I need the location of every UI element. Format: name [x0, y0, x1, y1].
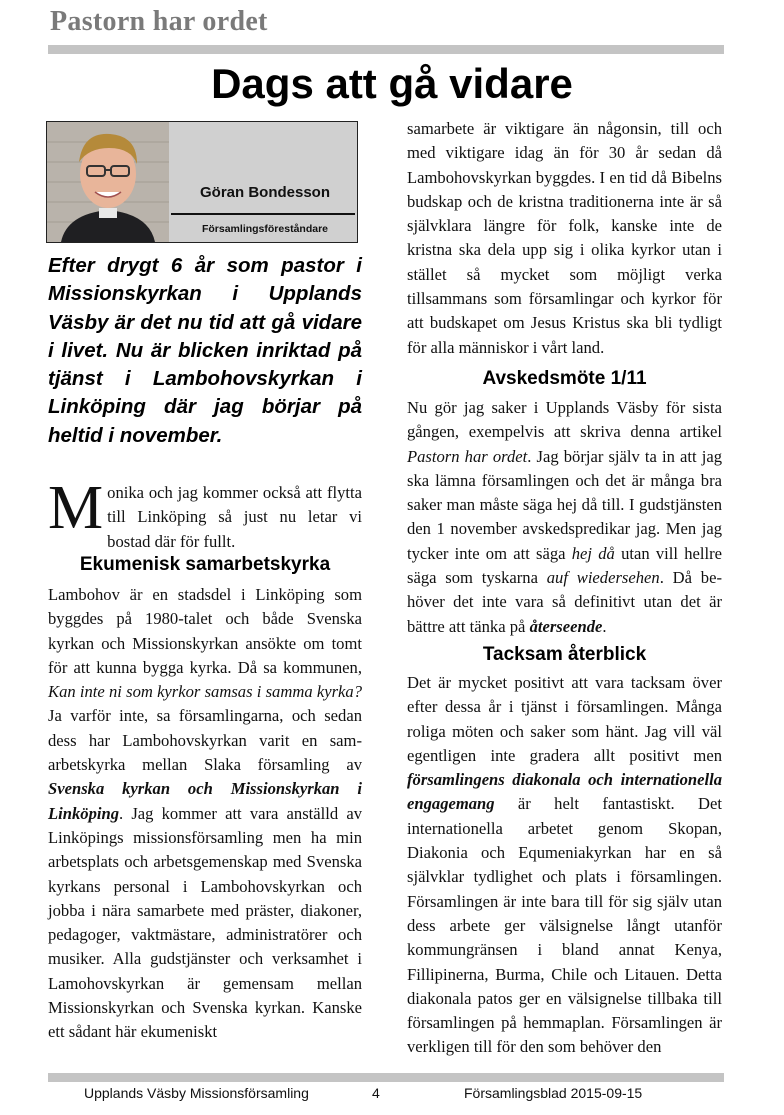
- section2-aterseende: återseende: [529, 616, 603, 636]
- section2-title-ref: Pastorn har ordet: [407, 446, 528, 466]
- section-header: Pastorn har ordet: [50, 6, 268, 37]
- heading-ekumenisk: Ekumenisk samarbetskyrka: [79, 554, 331, 575]
- section3-text-1: Det är mycket positivt att vara tacksam över efter dessa år i tjänst i församlingen. Många roliga möten och saker som hänt. Jag vill väl egentligen inte gradera allt positivt men: [407, 673, 722, 765]
- section3-emphasis: församlingens diakonala och internationella engagemang: [407, 770, 722, 814]
- section2-german: auf wiedersehen: [546, 568, 660, 588]
- heading-avskedsmote: Avskedsmöte 1/11: [482, 368, 647, 389]
- author-name: Göran Bondesson: [199, 184, 330, 201]
- intro-text: onika och jag kommer också att flytta till Linköping så just nu letar vi bostad där för fullt.: [107, 483, 362, 551]
- section2-text-4: . Då behöver det inte vara så definitivt utan det är bättre att tänka på: [407, 568, 722, 636]
- section1-emphasis: Svenska kyrkan och Missionskyrkan i Linköping: [48, 779, 362, 823]
- lead-paragraph: Efter drygt 6 år som pastor i Missionskyrkan i Upplands Väsby är det nu tid att gå vidare i livet. Nu är blicken inriktad på tjänst i Lambohovskyrkan i Linköping där jag börjar på heltid i november.: [48, 254, 362, 447]
- section2-text-2: . Jag börjar själv ta in att jag ska lämna församlingen och det är många bra saker man måste säga hej då till. I gudstjänsten den 1 november avskedspredikar jag. Men jag tycker inte om att säga: [407, 446, 723, 563]
- intro-paragraph: [48, 474, 362, 554]
- section1-text-1: Lambohov är en stadsdel i Linköping som byggdes på 1980-talet och både Svenska kyrkan och Missionskyrkan ansökte om tomt för att kunna bygga kyrka. Då sa kommunen,: [48, 585, 362, 677]
- bottom-rule: [48, 1073, 724, 1082]
- section1-text-3: . Jag kommer att vara anställd av Linköpings missionsförsamling men ha min arbetsplats och arbetsgemenskap med Svenska kyrkans personal i Lambohovskyrkan och jobba i nära samarbete med präster, diakoner, pedagoger, vaktmästare, administratörer och musiker. Alla gudstjänster och verksamhet i Lamohovskyrkan är gemensam mellan Missionskyrkan och Svenska kyrkan. Kanske ett sådant här ekumeniskt: [48, 803, 362, 1042]
- section2-text-1: Nu gör jag saker i Upplands Väsby för sista gången, exempelvis att skriva denna artikel: [407, 398, 722, 442]
- section1-text-2: Ja varför inte, sa församlingarna, och sedan dess har Lambohovskyrkan varit en samarbetskyrka mellan Slaka församling av: [48, 706, 362, 775]
- top-rule: [48, 45, 724, 54]
- section2-text-5: .: [602, 616, 607, 636]
- author-divider: [171, 213, 355, 215]
- section2-text-3: utan vill hellre säga som tyskarna: [407, 543, 722, 588]
- section3-paragraph: [407, 671, 722, 1060]
- section1-quote: Kan inte ni som kyrkor samsas i samma kyrka?: [48, 682, 362, 702]
- footer-issue: Församlingsblad 2015-09-15: [464, 1085, 643, 1101]
- author-role: Församlingsföreståndare: [201, 223, 329, 235]
- section2-hej-da: hej då: [571, 543, 615, 563]
- section2-paragraph: [407, 396, 722, 639]
- section1-paragraph: [48, 583, 362, 1045]
- footer-page-number: 4: [372, 1085, 380, 1101]
- footer-organization: Upplands Väsby Missionsförsamling: [84, 1085, 309, 1101]
- drop-cap: M: [48, 474, 104, 542]
- section3-text-2: är helt fantastiskt. Det internationella arbetet genom Skopan, Diakonia och Equmeniakyrkan har en så självklar tydlighet och plats i församlingen. Församlingen är inte bara till för sig själv utan dess arbete ger välsignelse långt utanför kommungränsen i bland annat Kenya, Fillipinerna, Burma, Chile och Litauen. Detta diakonala patos ger en välsignelse tillbaka till församlingen på hemmaplan. Församlingen är verkligen till för den som behöver den: [407, 794, 722, 1057]
- right-intro-paragraph: samarbete är viktigare än någonsin, till och med viktigare idag än för 30 år sedan då Lambohovskyrkan byggdes. I en tid då Bibelns budskap och de kristna traditionerna inte är så självklara längre för folk, kanske inte de kristna ska dela upp sig i olika kyrkor utan i stället så mycket som möjligt verka tillsammans som församlingar och kyrkor för att budskapet om Jesus Kristus ska bli tydligt för alla människor i vårt land.: [407, 119, 722, 357]
- article-title: Dags att gå vidare: [211, 60, 573, 107]
- heading-tacksam: Tacksam återblick: [482, 644, 647, 665]
- portrait-photo-icon: [47, 122, 169, 242]
- author-box: [46, 121, 358, 243]
